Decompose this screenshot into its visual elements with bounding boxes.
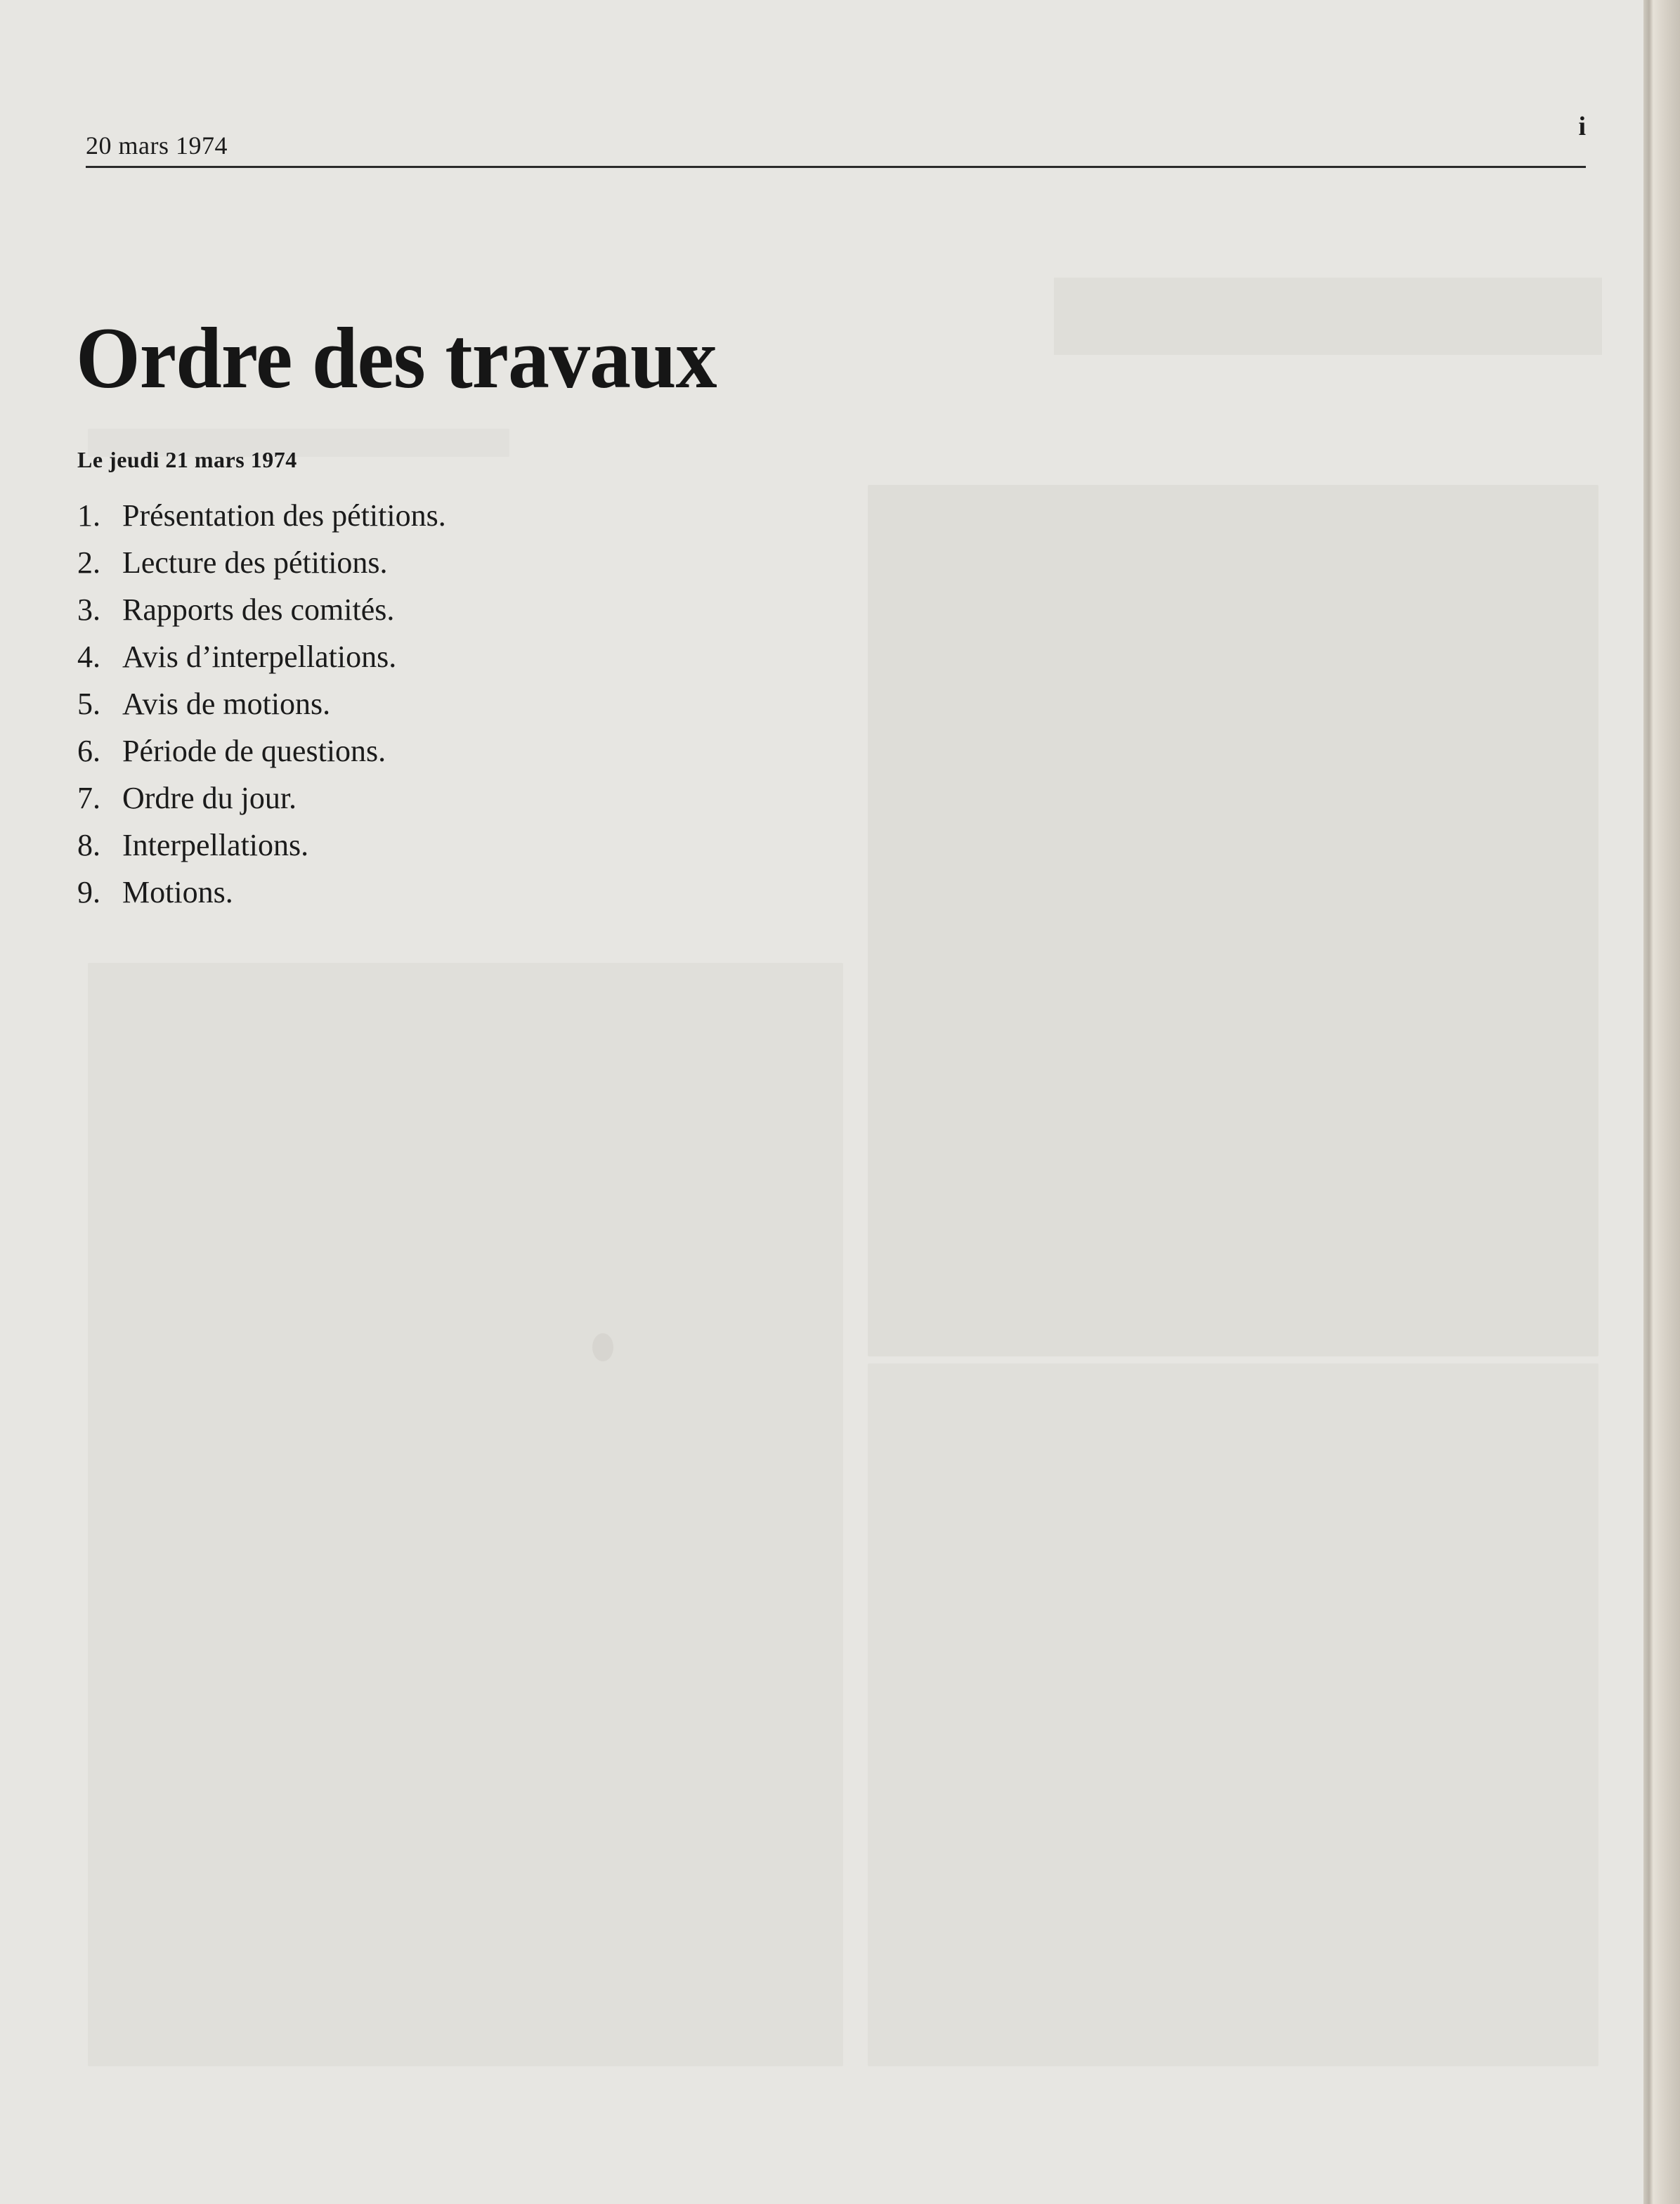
- agenda-item-label: Ordre du jour.: [122, 781, 297, 815]
- header-page-marker: i: [1578, 112, 1586, 141]
- agenda-item-label: Période de questions.: [122, 734, 386, 768]
- agenda-item: [77, 774, 446, 822]
- agenda-item-label: Avis de motions.: [122, 687, 331, 721]
- agenda-item-number: 6.: [77, 734, 100, 768]
- bleed-through-block: [868, 1363, 1598, 2066]
- agenda-item-label: Présentation des pétitions.: [122, 498, 446, 533]
- agenda-item: [77, 492, 446, 539]
- agenda-item: [77, 727, 446, 774]
- header-date: 20 mars 1974: [86, 131, 228, 160]
- bleed-through-mark: [592, 1333, 613, 1361]
- date-line: Le jeudi 21 mars 1974: [77, 447, 297, 472]
- agenda-item-label: Avis d’interpellations.: [122, 640, 397, 674]
- agenda-list: [77, 492, 446, 916]
- agenda-item-label: Lecture des pétitions.: [122, 545, 388, 580]
- agenda-item-number: 1.: [77, 498, 100, 533]
- bleed-through-heading: [1054, 278, 1602, 355]
- agenda-item-number: 5.: [77, 687, 100, 721]
- agenda-item: [77, 586, 446, 633]
- agenda-item: [77, 539, 446, 586]
- agenda-item: [77, 822, 446, 869]
- page-header: [86, 112, 1586, 168]
- agenda-item-number: 3.: [77, 592, 100, 627]
- bleed-through-block: [88, 963, 843, 2066]
- agenda-item: [77, 680, 446, 727]
- agenda-item: [77, 869, 446, 916]
- page-binding-edge: [1643, 0, 1680, 2204]
- agenda-item-label: Interpellations.: [122, 828, 309, 862]
- agenda-item-label: Motions.: [122, 875, 233, 909]
- agenda-item-number: 2.: [77, 545, 100, 580]
- agenda-item: [77, 633, 446, 680]
- page-title: Ordre des travaux: [76, 309, 717, 407]
- agenda-item-number: 7.: [77, 781, 100, 815]
- agenda-item-label: Rapports des comités.: [122, 592, 395, 627]
- agenda-item-number: 4.: [77, 640, 100, 674]
- agenda-item-number: 9.: [77, 875, 100, 909]
- bleed-through-block: [868, 485, 1598, 1356]
- agenda-item-number: 8.: [77, 828, 100, 862]
